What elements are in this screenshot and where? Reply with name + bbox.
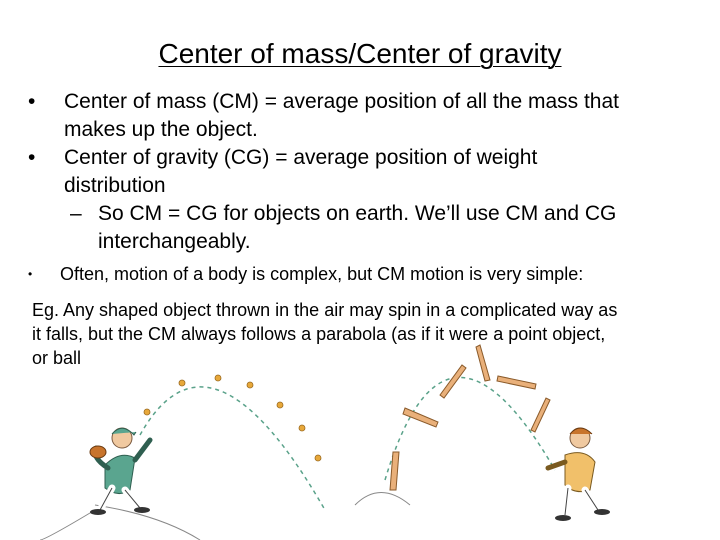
- dash-icon: –: [70, 202, 82, 225]
- slide-title-text: Center of mass/Center of gravity: [158, 38, 562, 69]
- ball-trajectory: [140, 387, 325, 510]
- ball-icon: [299, 425, 305, 431]
- pitcher-icon: [90, 428, 150, 515]
- bullet-icon: •: [28, 90, 36, 113]
- batter-icon: [548, 428, 610, 521]
- bat-icon: [403, 408, 438, 427]
- sub-bullet-cm-equals-cg: [28, 200, 708, 256]
- mound-right: [355, 493, 410, 506]
- ball-icon: [144, 409, 150, 415]
- bullet-line: makes up the object.: [64, 118, 258, 141]
- mound-left: [40, 505, 200, 540]
- ball-icon: [215, 375, 221, 381]
- example-line: or ball: [32, 348, 82, 368]
- bat-icon: [497, 376, 536, 389]
- ball-icon: [247, 382, 253, 388]
- bullet-motion-text: Often, motion of a body is complex, but CM motion is very simple:: [60, 264, 584, 284]
- ball-throw-illustration: [40, 375, 325, 540]
- slide-title: [0, 36, 720, 72]
- bullet-line: Center of gravity (CG) = average position of weight: [64, 146, 538, 169]
- bullet-line: distribution: [64, 174, 166, 197]
- bullet-motion-note: [28, 262, 720, 286]
- ball-icon: [315, 455, 321, 461]
- sub-bullet-line: So CM = CG for objects on earth. We’ll use CM and CG: [98, 202, 617, 225]
- example-line: it falls, but the CM always follows a parabola (as if it were a point object,: [32, 324, 606, 344]
- bat-icon: [476, 345, 490, 381]
- bat-throw-illustration: [355, 345, 610, 521]
- bullet-list: [28, 88, 708, 256]
- bullet-icon: •: [28, 267, 33, 281]
- example-line: Eg. Any shaped object thrown in the air may spin in a complicated way as: [32, 300, 618, 320]
- bullet-line: Center of mass (CM) = average position of all the mass that: [64, 90, 619, 113]
- bat-icon: [390, 452, 399, 490]
- ball-icon: [277, 402, 283, 408]
- bat-positions: [390, 345, 550, 490]
- ball-positions: [144, 375, 321, 461]
- ball-icon: [179, 380, 185, 386]
- bullet-center-of-gravity: [28, 144, 708, 200]
- bat-icon: [440, 365, 466, 398]
- illustration: [0, 340, 720, 540]
- bullet-center-of-mass: [28, 88, 708, 144]
- sub-bullet-line: interchangeably.: [98, 230, 251, 253]
- bat-icon: [531, 398, 550, 432]
- bullet-icon: •: [28, 146, 36, 169]
- bat-trajectory: [385, 377, 555, 480]
